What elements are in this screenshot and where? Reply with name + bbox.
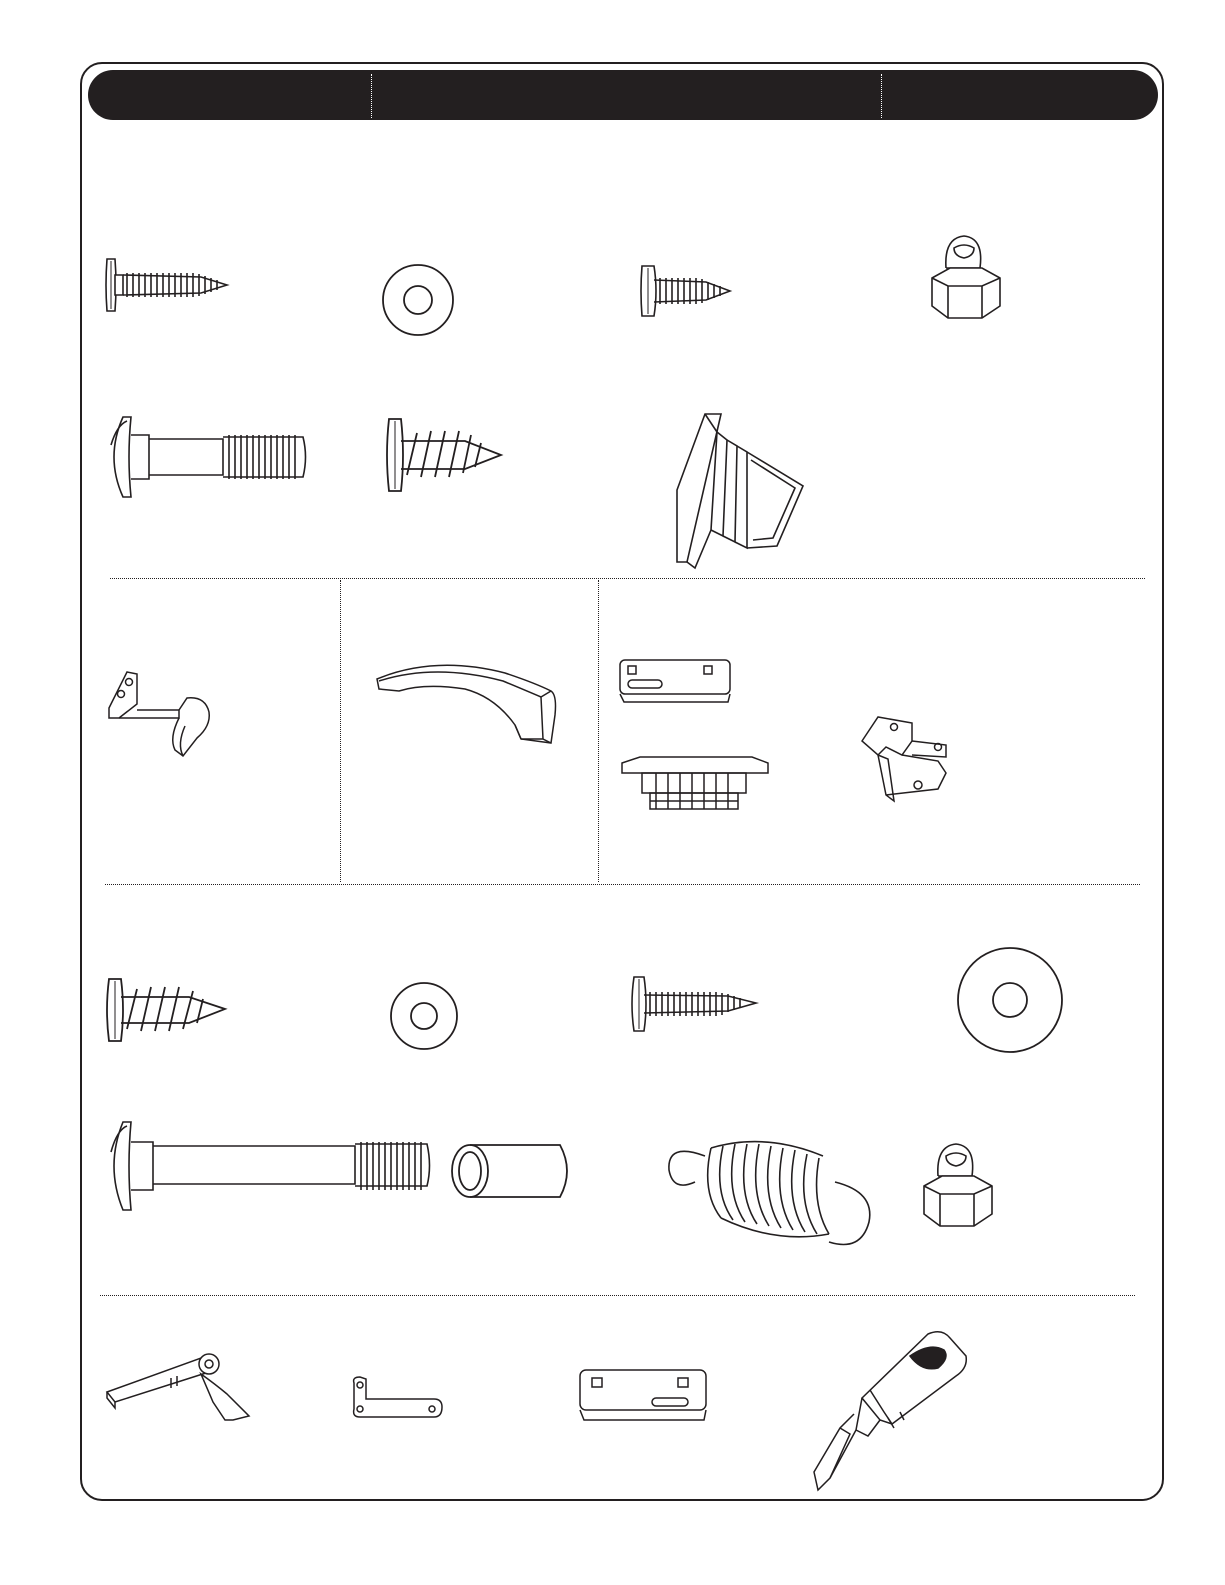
coarse-thread-screw-2-illustration	[105, 975, 227, 1045]
carriage-bolt-short-illustration	[105, 415, 310, 500]
tube-spacer-illustration	[450, 1142, 576, 1200]
flat-washer-medium-illustration	[388, 980, 460, 1052]
section-divider	[110, 578, 1145, 579]
ribbed-insert-plug-illustration	[620, 755, 770, 813]
header-bar	[88, 70, 1158, 120]
extension-spring-illustration	[665, 1122, 875, 1252]
pan-head-screw-long-illustration	[105, 255, 229, 315]
pan-head-screw-short-illustration	[640, 262, 732, 320]
section-divider	[100, 1295, 1135, 1296]
coarse-thread-screw-illustration	[385, 415, 503, 495]
z-bracket-illustration	[858, 715, 950, 803]
section-divider	[598, 580, 599, 882]
curved-handle-grip-illustration	[375, 655, 560, 747]
flat-washer-small-illustration	[380, 262, 456, 338]
latch-handle-illustration	[810, 1328, 972, 1493]
acorn-cap-nut-illustration	[918, 232, 1008, 324]
section-divider	[340, 580, 341, 882]
latch-lever-illustration	[105, 1350, 253, 1424]
square-tube-end-cap-illustration	[665, 412, 805, 570]
pan-head-screw-long-2-illustration	[630, 975, 758, 1033]
small-link-plate-illustration	[350, 1375, 445, 1420]
header-column-divider	[881, 74, 882, 118]
fender-washer-large-illustration	[955, 945, 1065, 1055]
header-column-divider	[371, 74, 372, 118]
offset-leg-bracket-illustration	[105, 668, 215, 760]
carriage-bolt-long-illustration	[105, 1120, 433, 1212]
section-divider	[105, 884, 1140, 885]
acorn-cap-nut-2-illustration	[912, 1140, 1000, 1232]
slotted-plate-illustration	[618, 658, 733, 704]
slotted-plate-2-illustration	[578, 1368, 710, 1424]
